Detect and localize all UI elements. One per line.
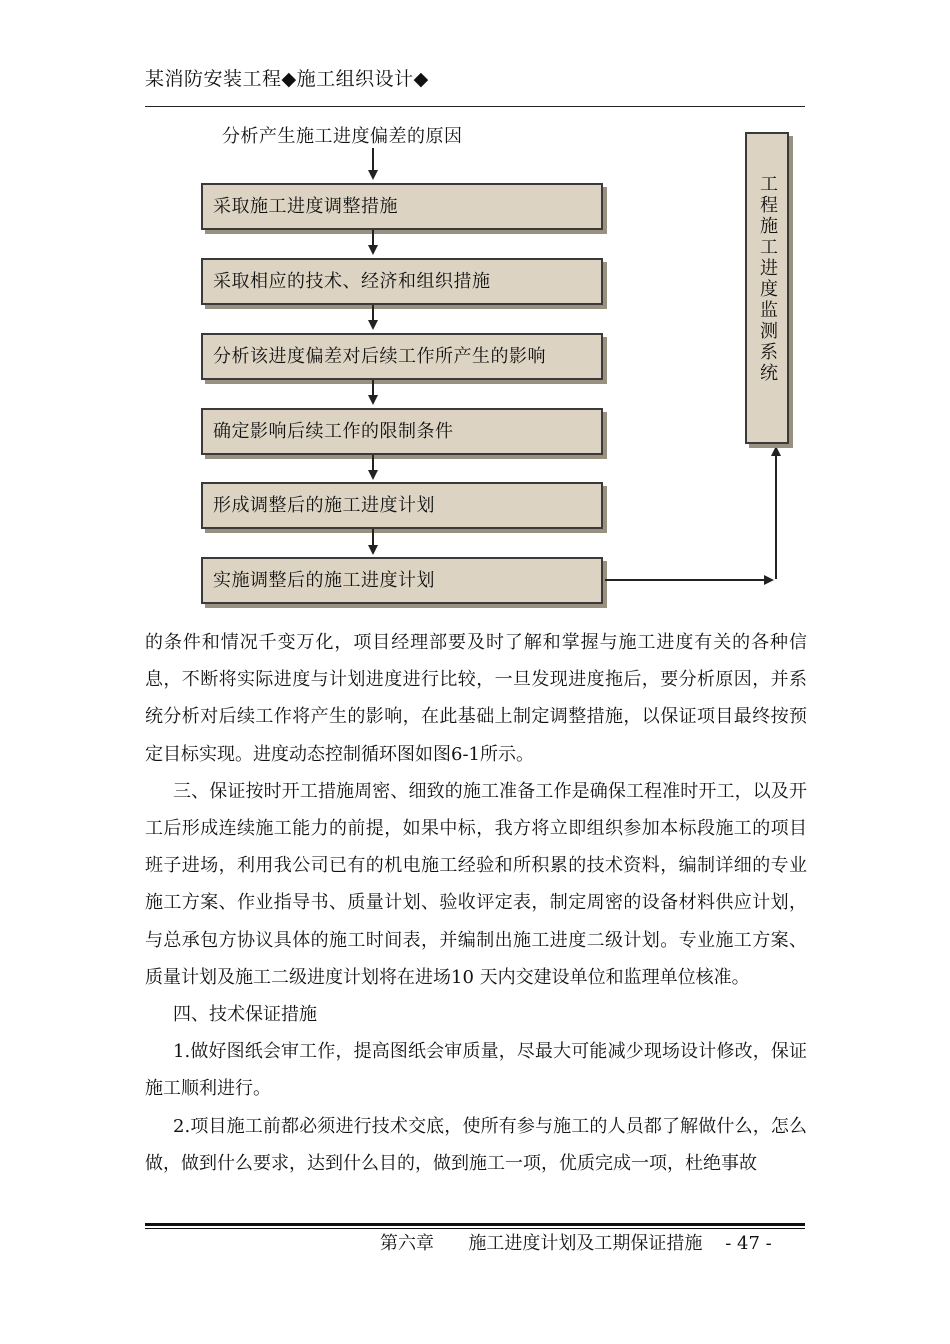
monitoring-system-box: 工程施工进度监测系统 xyxy=(745,132,789,444)
paragraph: 三、保证按时开工措施周密、细致的施工准备工作是确保工程准时开工，以及开工后形成连续施工能力的前提，如果中标，我方将立即组织参加本标段施工的项目班子进场，利用我公司已有的机电施工经验和所积累的技术资料，编制详细的专业施工方案、作业指导书、质量计划、验收评定表，制定周密的设备材料供应计划，与总承包方协议具体的施工时间表，并编制出施工进度二级计划。专业施工方案、质量计划及施工二级进度计划将在进场10 天内交建设单位和监理单位核准。 xyxy=(145,780,807,988)
flowchart-caption: 分析产生施工进度偏差的原因 xyxy=(222,126,463,147)
flow-connector xyxy=(372,305,374,321)
flow-step-6: 实施调整后的施工进度计划 xyxy=(201,557,603,604)
flow-connector xyxy=(372,529,374,546)
flow-step-5: 形成调整后的施工进度计划 xyxy=(201,482,603,529)
page-number: - 47 - xyxy=(725,1233,772,1254)
paragraph: 的条件和情况千变万化，项目经理部要及时了解和掌握与施工进度有关的各种信息，不断将实际进度与计划进度进行比较，一旦发现进度拖后，要分析原因，并系统分析对后续工作将产生的影响，在此基础上制定调整措施，以保证项目最终按预定目标实现。进度动态控制循环图如图6-1所示。 xyxy=(145,632,807,765)
page-footer xyxy=(380,1229,772,1255)
flow-connector xyxy=(372,148,374,171)
flow-connector xyxy=(372,455,374,471)
section-heading: 四、技术保证措施 xyxy=(173,1004,317,1026)
arrow-up-icon xyxy=(771,446,781,456)
arrow-down-icon xyxy=(368,170,378,180)
paragraph: 2.项目施工前都必须进行技术交底，使所有参与施工的人员都了解做什么，怎么做，做到什么要求，达到什么目的，做到施工一项，优质完成一项，杜绝事故 xyxy=(145,1115,807,1174)
paragraph: 1.做好图纸会审工作，提高图纸会审质量，尽最大可能减少现场设计修改，保证施工顺利进行。 xyxy=(145,1041,807,1100)
arrow-right-icon xyxy=(764,575,774,585)
footer-chapter: 第六章 xyxy=(380,1233,434,1254)
flow-connector xyxy=(372,230,374,246)
flow-step-1: 采取施工进度调整措施 xyxy=(201,183,603,230)
flow-step-3: 分析该进度偏差对后续工作所产生的影响 xyxy=(201,333,603,380)
arrow-down-icon xyxy=(368,545,378,555)
arrow-down-icon xyxy=(368,470,378,480)
page-header-title: 某消防安装工程◆施工组织设计◆ xyxy=(145,68,429,90)
flow-step-2: 采取相应的技术、经济和组织措施 xyxy=(201,258,603,305)
flow-connector xyxy=(605,579,765,581)
arrow-down-icon xyxy=(368,245,378,255)
body-text xyxy=(145,624,807,1182)
footer-title: 施工进度计划及工期保证措施 xyxy=(468,1233,703,1254)
arrow-down-icon xyxy=(368,320,378,330)
flow-step-4: 确定影响后续工作的限制条件 xyxy=(201,408,603,455)
arrow-down-icon xyxy=(368,395,378,405)
header-divider xyxy=(145,106,805,107)
footer-divider xyxy=(145,1223,805,1226)
flow-connector xyxy=(372,380,374,396)
flow-connector xyxy=(775,455,777,579)
